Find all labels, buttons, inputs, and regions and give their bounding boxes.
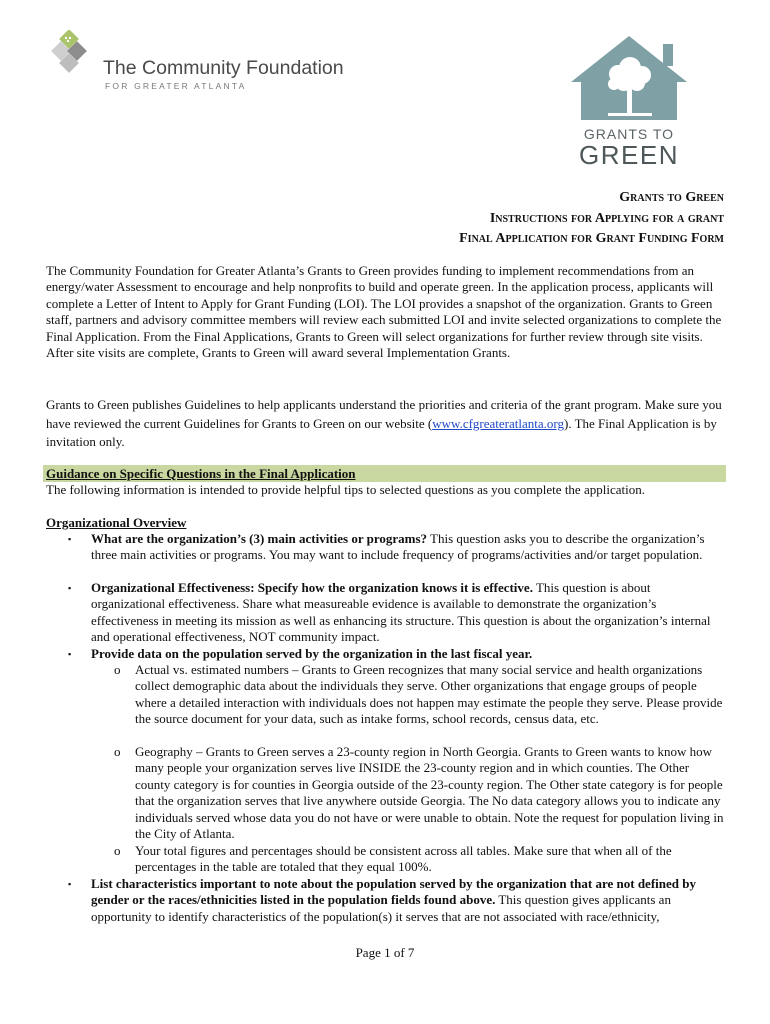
organizational-overview-heading: Organizational Overview <box>46 515 187 530</box>
guidelines-text-1: Grants to Green publishes Guidelines to help applicants understand the priorities and criteria of the grant program. Make sure you have reviewed the current Guidelines for Grants to Green on our website ( <box>46 397 722 431</box>
guidance-heading: Guidance on Specific Questions in the Final Application <box>46 466 356 481</box>
sub-list-item: Geography – Grants to Green serves a 23-county region in North Georgia. Grants to Green wants to know how many people your organization serves live INSIDE the 23-county region and in which counties. The Other county category is for counties in Georgia outside of the 23-county region. The Other state category is for people that the organization serves that live anywhere outside Georgia. The No data category allows you to indicate any individuals served whose data you do not have or were unable to obtain. Note the request for population living in the City of Atlanta. <box>135 744 724 842</box>
guidelines-paragraph <box>46 396 724 452</box>
bullet-marker: ▪ <box>68 649 72 659</box>
sub-bullet-marker: o <box>114 744 121 759</box>
logo-text-grants-to: GRANTS TO <box>583 126 675 142</box>
sub-list-item: Your total figures and percentages should be consistent across all tables. Make sure that when all of the percentages in the table are totaled that they equal 100%. <box>135 843 672 875</box>
bullet-text: This question is about organizational effectiveness. Share what measureable evidence is available to demonstrate the organization’s effectiveness in meeting its mission as well as enhancing its structure. This question is about the organization’s internal and operational effectiveness, NOT community impact. <box>91 580 711 645</box>
grants-to-green-logo <box>568 32 690 172</box>
diamond-logo-icon <box>48 30 98 80</box>
website-link[interactable]: www.cfgreateratlanta.org <box>432 415 564 431</box>
title-line-1: Grants to Green <box>619 190 724 205</box>
title-line-3: Final Application for Grant Funding Form <box>459 231 724 246</box>
bullet-bold: Provide data on the population served by the organization in the last fiscal year. <box>91 646 533 661</box>
list-item <box>91 580 727 646</box>
sub-bullet-marker: o <box>114 662 121 677</box>
document-titles <box>459 188 724 250</box>
page-number: Page 1 of 7 <box>355 945 415 960</box>
org-subtitle: FOR GREATER ATLANTA <box>105 81 247 91</box>
bullet-text: This question asks you to describe the organization’s three main activities or programs. You may want to include frequency of programs/activities and/or target population. <box>91 531 705 563</box>
bullet-bold: List characteristics important to note about the population served by the organization that are not defined by gender or the races/ethnicities listed in the population fields found above. <box>91 876 696 908</box>
sub-list-item: Actual vs. estimated numbers – Grants to Green recognizes that many social service and health organizations collect demographic data about the individuals they serve. Other organizations that engage groups of people where a detailed interaction with individuals does not happen may estimate the people they serve. Please provide the source document for your data, such as intake forms, school records, census data, etc. <box>135 662 723 727</box>
bullet-marker: ▪ <box>68 534 72 544</box>
bullet-bold: Organizational Effectiveness: Specify how the organization knows it is effective. <box>91 580 533 595</box>
community-foundation-logo <box>48 30 378 92</box>
house-tree-icon <box>568 32 690 122</box>
bullet-bold: What are the organization’s (3) main activities or programs? <box>91 531 428 546</box>
guidance-intro: The following information is intended to provide helpful tips to selected questions as you complete the application. <box>46 482 645 497</box>
bullet-marker: ▪ <box>68 583 72 593</box>
title-line-2: Instructions for Applying for a grant <box>489 210 724 226</box>
list-item <box>91 646 727 662</box>
list-item <box>91 531 727 564</box>
bullet-text: This question gives applicants an opportunity to identify characteristics of the population(s) it serves that are not associated with race/ethnicity, <box>91 892 671 924</box>
sub-bullet-marker: o <box>114 843 121 858</box>
guidelines-text-2: ). The Final Application is by invitation only. <box>46 415 717 449</box>
intro-paragraph: The Community Foundation for Greater Atlanta’s Grants to Green provides funding to implement recommendations from an energy/water Assessment to encourage and help nonprofits to build and operate green. In the application process, applicants will complete a Letter of Intent to Apply for Grant Funding (LOI). The LOI provides a snapshot of the organization. Grants to Green staff, partners and advisory committee members will review each submitted LOI and invite selected organizations to complete the Final Application. From the Final Applications, Grants to Green will select organizations for further review through site visits. After site visits are complete, Grants to Green will award several Implementation Grants. <box>46 263 722 361</box>
org-name: The Community Foundation <box>103 57 344 79</box>
list-item <box>91 876 727 925</box>
bullet-marker: ▪ <box>68 879 72 889</box>
logo-text-green: GREEN <box>579 140 679 170</box>
